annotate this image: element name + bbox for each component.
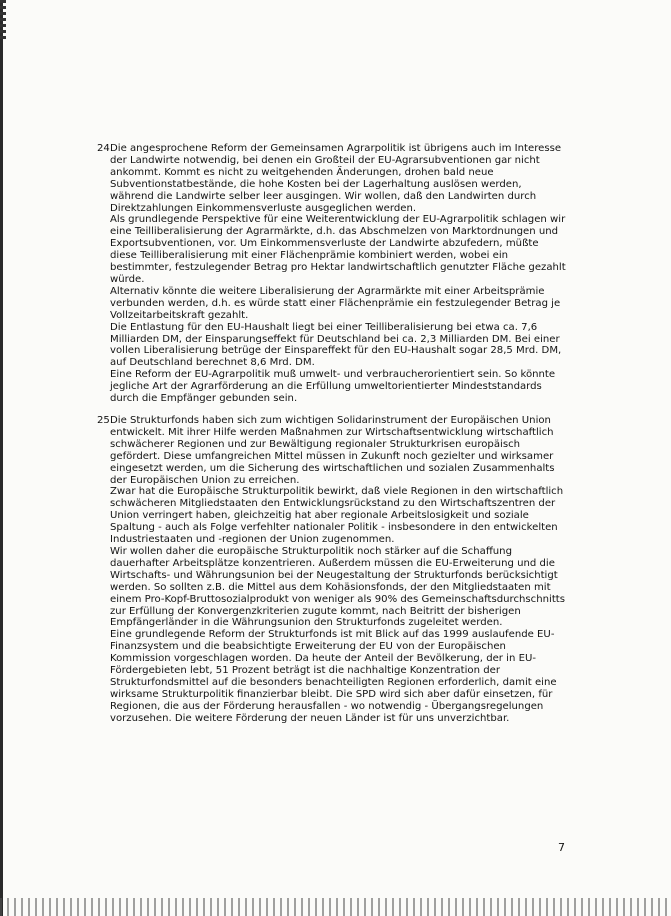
paragraph: Als grundlegende Perspektive für eine Weiterentwicklung der EU-Agrarpolitik schlagen wir eine Teilliberalisierung der Agrarmärkte, d.h. das Abschmelzen von Marktordnungen und Exportsubventionen, vor. Um Einkommensverluste der Landwirte abzufedern, müßte diese Teilliberalisierung mit einer Flächenprämie kombiniert werden, wobei ein bestimmter, festzulegender Betrag pro Hektar landwirtschaftlich genutzter Fläche gezahlt würde. bbox=[110, 214, 566, 285]
scan-artifact-top bbox=[0, 0, 6, 40]
paragraph: Wir wollen daher die europäische Strukturpolitik noch stärker auf die Schaffung dauerhafter Arbeitsplätze konzentrieren. Außerdem müssen die EU-Erweiterung und die Wirtschafts- und Währungsunion bei der Neugestaltung der Strukturfonds berücksichtigt werden. So sollten z.B. die Mittel aus dem Kohäsionsfonds, der den Mitgliedstaaten mit einem Pro-Kopf-Bruttosozialprodukt von weniger als 90% des Gemeinschaftsdurchschnitts zur Erfüllung der Konvergenzkriterien zugute kommt, nach Beitritt der bisherigen Empfängerländer in die Währungsunion den Strukturfonds zugeleitet werden. bbox=[110, 545, 566, 629]
paragraph: Eine Reform der EU-Agrarpolitik muß umwelt- und verbraucherorientiert sein. So könnte jegliche Art der Agrarförderung an die Erfüllung umweltorientierter Mindeststandards durch die Empfänger gebunden sein. bbox=[110, 369, 556, 405]
section-number: 25. bbox=[97, 415, 114, 426]
page-number: 7 bbox=[558, 841, 565, 854]
section-body bbox=[110, 415, 567, 725]
section-number: 24. bbox=[97, 143, 114, 154]
paragraph: Die angesprochene Reform der Gemeinsamen Agrarpolitik ist übrigens auch im Interesse der Landwirte notwendig, bei denen ein Großteil der EU-Agrarsubventionen gar nicht ankommt. Kommt es nicht zu weitgehenden Änderungen, drohen bald neue Subventionstatbestände, die hohe Kosten bei der Lagerhaltung auslösen werden, während die Landwirte selber leer ausgingen. Wir wollen, daß den Landwirten durch Direktzahlungen Einkommensverluste ausgeglichen werden. bbox=[110, 143, 562, 214]
paragraph: Eine grundlegende Reform der Strukturfonds ist mit Blick auf das 1999 auslaufende EU-Finanzsystem und die beabsichtigte Erweiterung der EU von der Europäischen Kommission vorgeschlagen worden. Da heute der Anteil der Bevölkerung, der in EU-Fördergebieten lebt, 51 Prozent beträgt ist die nachhaltige Konzentration der Strukturfondsmittel auf die besonders benachteiligten Regionen erforderlich, damit eine wirksame Strukturpolitik finanzierbar bleibt. Die SPD wird sich aber dafür einsetzen, für Regionen, die aus der Förderung herausfallen - wo notwendig - Übergangsregelungen vorzusehen. Die weitere Förderung der neuen Länder ist für uns unverzichtbar. bbox=[110, 629, 557, 724]
section-25 bbox=[97, 415, 567, 725]
paragraph: Alternativ könnte die weitere Liberalisierung der Agrarmärkte mit einer Arbeitsprämie verbunden werden, d.h. es würde statt einer Flächenprämie ein festzulegender Betrag je Vollzeitarbeitskraft gezahlt. bbox=[110, 285, 561, 321]
paragraph: Die Strukturfonds haben sich zum wichtigen Solidarinstrument der Europäischen Union entwickelt. Mit ihrer Hilfe werden Maßnahmen zur Wirtschaftsentwicklung wirtschaftlich schwächerer Regionen und zur Bewältigung regionaler Strukturkrisen europäisch gefördert. Diese umfangreichen Mittel müssen in Zukunft noch gezielter und wirksamer eingesetzt werden, um die Sicherung des wirtschaftlichen und sozialen Zusammenhalts der Europäischen Union zu erreichen. bbox=[110, 415, 555, 486]
scan-edge-bottom bbox=[0, 898, 671, 916]
scan-edge-left bbox=[0, 0, 3, 916]
section-24 bbox=[97, 143, 567, 405]
section-body bbox=[110, 143, 567, 405]
paragraph: Zwar hat die Europäische Strukturpolitik bewirkt, daß viele Regionen in den wirtschaftlich schwächeren Mitgliedstaaten den Entwicklungsrückstand zu den Wirtschaftszentren der Union verringert haben, gleichzeitig hat aber regionale Arbeitslosigkeit und soziale Spaltung - auch als Folge verfehlter nationaler Politik - insbesondere in den entwickelten Industriestaaten und -regionen der Union zugenommen. bbox=[110, 486, 564, 546]
paragraph: Die Entlastung für den EU-Haushalt liegt bei einer Teilliberalisierung bei etwa ca. 7,6 Milliarden DM, der Einsparungseffekt für Deutschland bei ca. 2,3 Milliarden DM. Bei einer vollen Liberalisierung betrüge der Einspareffekt für den EU-Haushalt sogar 28,5 Mrd. DM, auf Deutschland berechnet 8,6 Mrd. DM. bbox=[110, 321, 562, 369]
